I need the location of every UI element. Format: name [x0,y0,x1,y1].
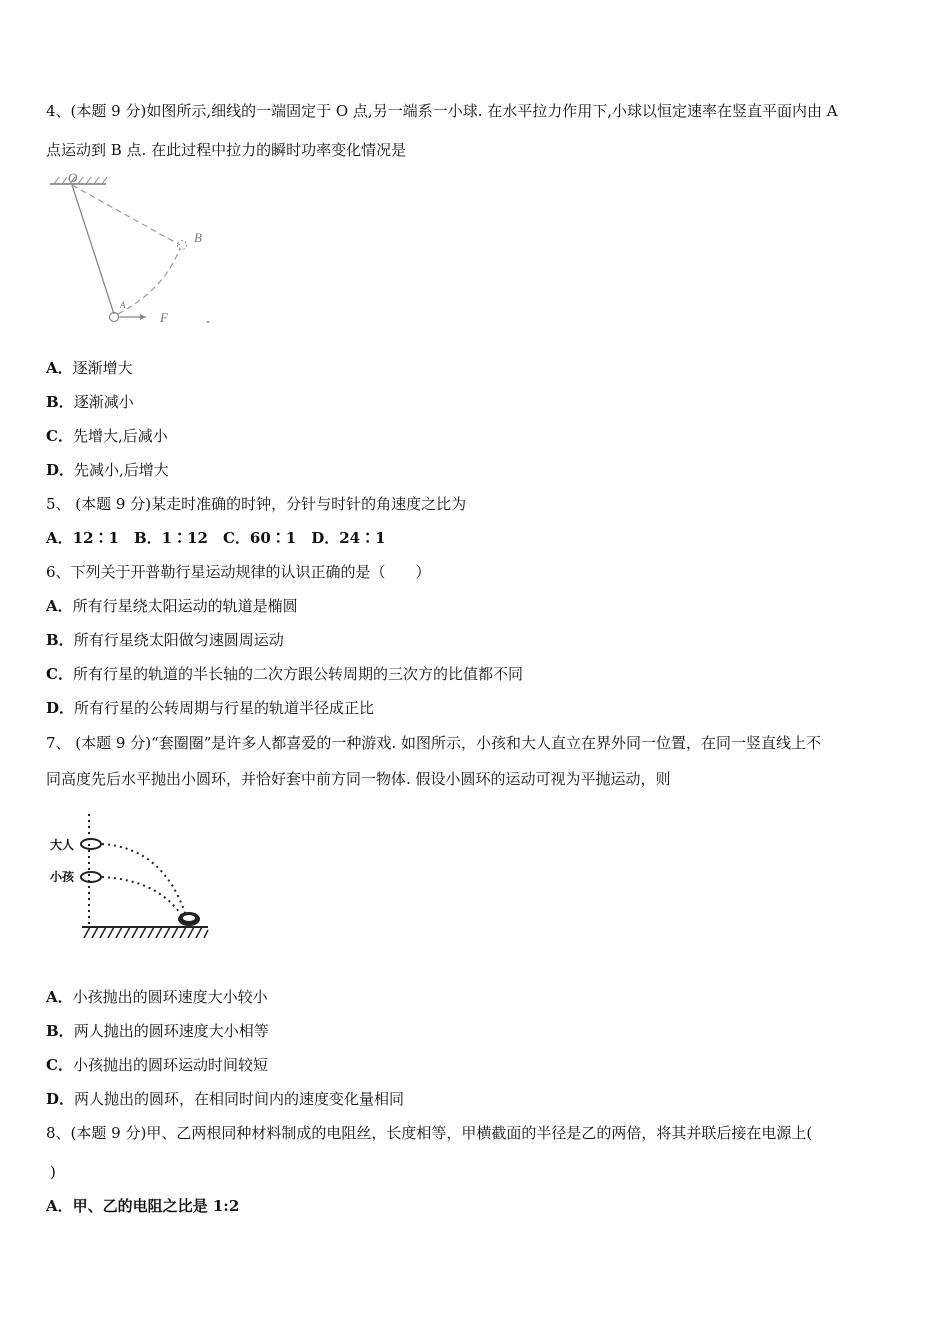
q7-option-d: D．两人抛出的圆环，在相同时间内的速度变化量相同 [46,1090,405,1108]
q4-option-c: C．先增大,后减小 [46,427,168,445]
q8-stem-line2: ) [50,1163,56,1181]
q6-option-c: C．所有行星的轨道的半长轴的二次方跟公转周期的三次方的比值都不同 [46,665,523,683]
q4-option-d: D．先减小,后增大 [46,461,169,479]
q4-stem-line1: 4、(本题 9 分)如图所示,细线的一端固定于 O 点,另一端系一小球. 在水平拉力作用下,小球以恒定速率在竖直平面内由 A [46,102,838,120]
q7-ring-toss-figure [46,808,216,948]
q6-option-b: B．所有行星绕太阳做匀速圆周运动 [46,631,284,649]
q8-option-a: A．甲、乙的电阻之比是 1:2 [46,1197,240,1215]
q7-option-c: C．小孩抛出的圆环运动时间较短 [46,1056,268,1074]
q6-option-a: A．所有行星绕太阳运动的轨道是椭圆 [46,597,298,615]
q7-stem-line2: 同高度先后水平抛出小圆环，并恰好套中前方同一物体. 假设小圆环的运动可视为平抛运动，则 [46,770,671,788]
label-o: O [68,170,78,185]
q4-option-a: A．逐渐增大 [46,359,133,377]
q5-stem: 5、 (本题 9 分)某走时准确的时钟，分针与时针的角速度之比为 [46,495,467,513]
q6-stem: 6、下列关于开普勒行星运动规律的认识正确的是（ ） [46,563,431,581]
q7-option-b: B．两人抛出的圆环速度大小相等 [46,1022,269,1040]
q8-stem-line1: 8、(本题 9 分)甲、乙两根同种材料制成的电阻丝，长度相等，甲横截面的半径是乙的两倍，将其并联后接在电源上( [46,1124,813,1142]
label-adult: 大人 [50,838,75,852]
q4-pendulum-figure [46,168,226,328]
q4-stem-line2: 点运动到 B 点. 在此过程中拉力的瞬时功率变化情况是 [46,141,407,159]
label-f: F [160,310,168,325]
label-a: A [120,300,126,310]
q5-options: A．12∶1 B．1∶12 C．60∶1 D．24∶1 [46,529,386,547]
q7-stem-line1: 7、 (本题 9 分)“套圈圈”是许多人都喜爱的一种游戏. 如图所示，小孩和大人直立在界外同一位置，在同一竖直线上不 [46,734,821,752]
q4-option-b: B．逐渐减小 [46,393,134,411]
label-b: B [194,230,202,245]
q6-option-d: D．所有行星的公转周期与行星的轨道半径成正比 [46,699,375,717]
q7-option-a: A．小孩抛出的圆环速度大小较小 [46,988,268,1006]
label-child: 小孩 [50,870,75,884]
